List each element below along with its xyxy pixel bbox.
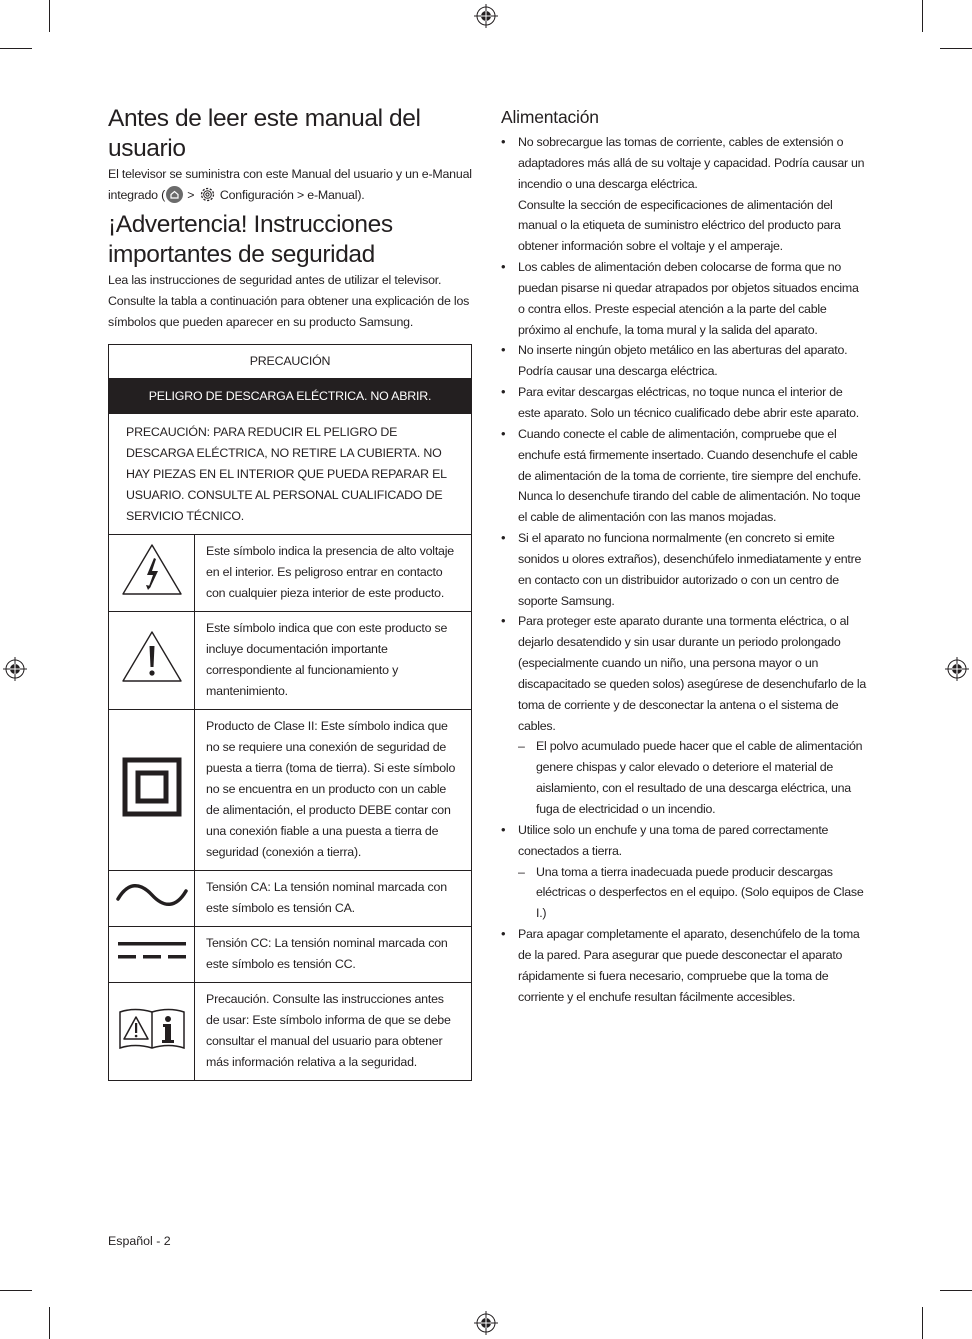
symbol-description: Precaución. Consulte las instrucciones antes de usar: Este símbolo informa de que se debe consultar el manual del usuario para obtener más información relativa a la seguridad. [195,983,472,1081]
bullet-text: Utilice solo un enchufe y una toma de pared correctamente conectados a tierra. [518,822,829,858]
right-column [501,104,867,1007]
list-item [501,611,867,819]
crop-mark [922,0,923,32]
registration-mark-icon [474,1311,498,1335]
sub-list-item: – El polvo acumulado puede hacer que el cable de alimentación genere chispas y calor elevado o deteriore el material de aislamiento, con el resultado de una descarga eléctrica, una fuga de electricidad o un incendio. [518,736,867,819]
breadcrumb-emanual: e-Manual [307,188,358,202]
bullet-text: No sobrecargue las tomas de corriente, cables de extensión o adaptadores más allá de su voltaje y capacidad. Podría causar un incendio o una descarga eléctrica. [518,135,865,191]
left-column [108,104,472,1081]
bullet-text: Para proteger este aparato durante una tormenta eléctrica, o al dejarlo desatendido y sin usar durante un periodo prolongado (especialmente cuando un niño, una persona mayor o un discapacitado se queden solos) asegúrese de desenchufarlo de la toma de corriente y de desconectar la antena o el sistema de cables. [518,614,866,733]
list-item: • Cuando conecte el cable de alimentación, compruebe que el enchufe está firmemente insertado. Cuando desenchufe el cable de alimentación de la toma de corriente, tire siempre del enchufe. Nunca lo desenchufe tirando del cable de alimentación. No toque el cable de alimentación con las manos mojadas. [501,424,867,528]
sub-list [518,862,867,925]
breadcrumb-settings: Configuración [219,188,294,202]
dc-voltage-icon [109,927,195,983]
warning-title: ¡Advertencia! Instrucciones importantes de seguridad [108,211,393,268]
caution-header: PRECAUCIÓN [109,345,472,379]
list-item: • Para apagar completamente el aparato, desenchúfelo de la toma de la pared. Para asegurar que puede desconectar el aparato rápidamente si fuera necesario, compruebe que la toma de corriente y el enchufe resultan fácilmente accesibles. [501,924,867,1007]
symbol-row [109,710,472,871]
list-item: • Si el aparato no funciona normalmente (en concreto si emite sonidos u olores extraños), desenchúfelo inmediatamente y entre en contacto con un distribuidor autorizado o con un centro de soporte Samsung. [501,528,867,611]
intro-end: ). [357,188,365,202]
consult-manual-icon [109,983,195,1081]
symbol-row [109,983,472,1081]
crop-mark [0,48,32,49]
sub-list-item: – Una toma a tierra inadecuada puede producir descargas eléctricas o desperfectos en el equipo. (Solo equipos de Clase I.) [518,862,867,925]
list-item [501,132,867,257]
high-voltage-icon [109,535,195,612]
danger-banner: PELIGRO DE DESCARGA ELÉCTRICA. NO ABRIR. [109,379,472,414]
page-number: Español - 2 [108,1234,171,1248]
symbol-row [109,927,472,983]
symbol-description: Este símbolo indica que con este producto se incluye documentación importante correspondiente al funcionamiento y mantenimiento. [195,612,472,710]
symbol-description: Este símbolo indica la presencia de alto voltaje en el interior. Es peligroso entrar en contacto con cualquier pieza interior de este producto. [195,535,472,612]
page-title: Antes de leer este manual del usuario [108,105,421,162]
power-list [501,132,867,1007]
exclamation-warning-icon [109,612,195,710]
registration-mark-icon [3,657,27,681]
sub-list [518,736,867,819]
crop-mark [49,1307,50,1339]
crop-mark [940,1290,972,1291]
crop-mark [940,48,972,49]
breadcrumb-separator: > [187,188,195,202]
list-item: • Los cables de alimentación deben colocarse de forma que no puedan pisarse ni quedar atrapados por objetos situados encima o contra ellos. Preste especial atención a la parte del cable próximo al enchufe, la toma mural y la salida del aparato. [501,257,867,340]
list-item: • No inserte ningún objeto metálico en las aberturas del aparato. Podría causar una descarga eléctrica. [501,340,867,382]
intro-text: El televisor se suministra con este Manual del usuario y un e-Manual integrado ( [108,167,472,202]
list-item [501,820,867,924]
gear-icon [199,186,216,210]
caution-text: PRECAUCIÓN: PARA REDUCIR EL PELIGRO DE DESCARGA ELÉCTRICA, NO RETIRE LA CUBIERTA. NO HAY PIEZAS EN EL INTERIOR QUE PUEDA REPARAR EL USUARIO. CONSULTE AL PERSONAL CUALIFICADO DE SERVICIO TÉCNICO. [109,414,472,535]
symbol-row [109,535,472,612]
symbol-description: Tensión CC: La tensión nominal marcada con este símbolo es tensión CC. [195,927,472,983]
symbol-description: Tensión CA: La tensión nominal marcada con este símbolo es tensión CA. [195,871,472,927]
power-title: Alimentación [501,107,599,127]
symbol-description: Producto de Clase II: Este símbolo indica que no se requiere una conexión de seguridad de puesta a tierra (toma de tierra). Si este símbolo no se encuentra en un producto con un cable de alimentación, el producto DEBE contar con una conexión fiable a una puesta a tierra de seguridad (conexión a tierra). [195,710,472,871]
crop-mark [0,1290,32,1291]
breadcrumb-separator: > [296,188,304,202]
intro-paragraph [108,164,472,210]
list-item: • Para evitar descargas eléctricas, no toque nunca el interior de este aparato. Solo un técnico cualificado debe abrir este aparato. [501,382,867,424]
caution-table [108,344,472,1081]
symbol-row [109,871,472,927]
crop-mark [49,0,50,32]
class-ii-icon [109,710,195,871]
registration-mark-icon [945,657,969,681]
crop-mark [922,1307,923,1339]
symbol-row [109,612,472,710]
ac-voltage-icon [109,871,195,927]
warning-intro: Lea las instrucciones de seguridad antes de utilizar el televisor. Consulte la tabla a continuación para obtener una explicación de los símbolos que pueden aparecer en su producto Samsung. [108,273,470,329]
registration-mark-icon [474,4,498,28]
home-icon [166,186,183,203]
bullet-extra: Consulte la sección de especificaciones de alimentación del manual o la etiqueta de suministro eléctrico del producto para obtener información sobre el voltaje y el amperaje. [518,197,841,254]
